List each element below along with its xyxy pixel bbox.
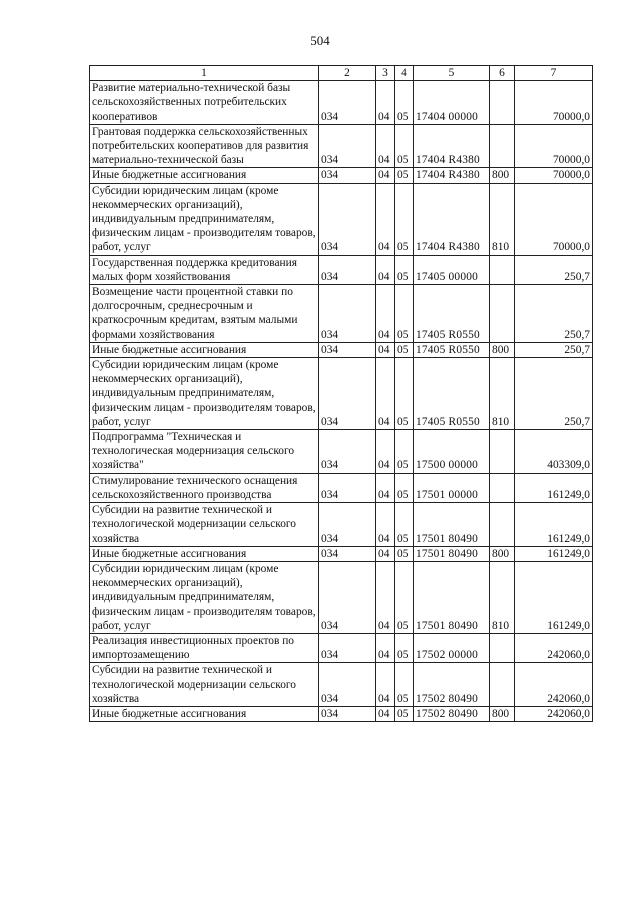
row-name-cell: Субсидии юридическим лицам (кроме некоммерческих организаций), индивидуальным предпринимателям, физическим лицам - производителям товаров, работ, услуг: [90, 183, 319, 255]
row-name-cell: Субсидии юридическим лицам (кроме некоммерческих организаций), индивидуальным предпринимателям, физическим лицам - производителям товаров, работ, услуг: [90, 358, 319, 430]
row-col2-cell: 034: [319, 168, 376, 183]
row-col2-cell: 034: [319, 706, 376, 721]
header-col-5: 5: [414, 66, 490, 81]
row-name-cell: Грантовая поддержка сельскохозяйственных потребительских кооперативов для развития материально-технической базы: [90, 124, 319, 168]
row-col2-cell: 034: [319, 546, 376, 561]
row-col5-cell: 17404 R4380: [414, 124, 490, 168]
row-col4-cell: 05: [395, 430, 414, 474]
row-col4-cell: 05: [395, 546, 414, 561]
row-col7-cell: 242060,0: [515, 663, 593, 707]
row-col6-cell: [490, 633, 515, 662]
header-col-1: 1: [90, 66, 319, 81]
row-col5-cell: 17405 R0550: [414, 342, 490, 357]
row-name-cell: Иные бюджетные ассигнования: [90, 168, 319, 183]
row-col2-cell: 034: [319, 663, 376, 707]
table-row: [90, 430, 593, 474]
row-col7-cell: 250,7: [515, 255, 593, 284]
row-col4-cell: 05: [395, 168, 414, 183]
row-col6-cell: 800: [490, 706, 515, 721]
table-row: [90, 124, 593, 168]
row-name-cell: Субсидии на развитие технической и технологической модернизации сельского хозяйства: [90, 663, 319, 707]
row-col3-cell: 04: [376, 561, 395, 633]
table-row: [90, 663, 593, 707]
row-col3-cell: 04: [376, 255, 395, 284]
row-name-cell: Субсидии юридическим лицам (кроме некоммерческих организаций), индивидуальным предпринимателям, физическим лицам - производителям товаров, работ, услуг: [90, 561, 319, 633]
row-col4-cell: 05: [395, 81, 414, 125]
table-row: [90, 546, 593, 561]
row-col4-cell: 05: [395, 285, 414, 343]
row-name-cell: Подпрограмма "Техническая и технологическая модернизация сельского хозяйства": [90, 430, 319, 474]
row-col4-cell: 05: [395, 183, 414, 255]
row-name-cell: Иные бюджетные ассигнования: [90, 342, 319, 357]
row-col3-cell: 04: [376, 546, 395, 561]
row-col3-cell: 04: [376, 342, 395, 357]
row-col7-cell: 161249,0: [515, 503, 593, 547]
row-col2-cell: 034: [319, 633, 376, 662]
table-header-row: [90, 66, 593, 81]
row-col6-cell: 810: [490, 358, 515, 430]
header-col-6: 6: [490, 66, 515, 81]
table-row: [90, 168, 593, 183]
row-col5-cell: 17405 00000: [414, 255, 490, 284]
header-col-3: 3: [376, 66, 395, 81]
row-col7-cell: 250,7: [515, 342, 593, 357]
row-col5-cell: 17405 R0550: [414, 358, 490, 430]
row-col2-cell: 034: [319, 81, 376, 125]
row-col5-cell: 17404 R4380: [414, 168, 490, 183]
row-col7-cell: 70000,0: [515, 124, 593, 168]
row-col6-cell: [490, 430, 515, 474]
row-col3-cell: 04: [376, 430, 395, 474]
row-col5-cell: 17404 R4380: [414, 183, 490, 255]
row-col7-cell: 250,7: [515, 285, 593, 343]
row-col2-cell: 034: [319, 342, 376, 357]
row-col6-cell: [490, 663, 515, 707]
row-col4-cell: 05: [395, 342, 414, 357]
row-col3-cell: 04: [376, 183, 395, 255]
row-col4-cell: 05: [395, 503, 414, 547]
row-col3-cell: 04: [376, 706, 395, 721]
row-col3-cell: 04: [376, 358, 395, 430]
row-col5-cell: 17502 00000: [414, 633, 490, 662]
row-col7-cell: 70000,0: [515, 168, 593, 183]
row-col5-cell: 17501 80490: [414, 561, 490, 633]
row-col4-cell: 05: [395, 358, 414, 430]
row-col5-cell: 17501 80490: [414, 503, 490, 547]
row-col6-cell: 800: [490, 546, 515, 561]
page-number: 504: [310, 33, 330, 48]
table-row: [90, 285, 593, 343]
row-col6-cell: [490, 255, 515, 284]
row-col2-cell: 034: [319, 561, 376, 633]
row-name-cell: Реализация инвестиционных проектов по импортозамещению: [90, 633, 319, 662]
row-col4-cell: 05: [395, 561, 414, 633]
row-col7-cell: 242060,0: [515, 706, 593, 721]
header-col-2: 2: [319, 66, 376, 81]
row-col7-cell: 403309,0: [515, 430, 593, 474]
row-col2-cell: 034: [319, 124, 376, 168]
row-col3-cell: 04: [376, 473, 395, 502]
row-name-cell: Стимулирование технического оснащения сельскохозяйственного производства: [90, 473, 319, 502]
row-col2-cell: 034: [319, 473, 376, 502]
row-name-cell: Иные бюджетные ассигнования: [90, 706, 319, 721]
table-row: [90, 706, 593, 721]
row-col7-cell: 161249,0: [515, 473, 593, 502]
row-col2-cell: 034: [319, 255, 376, 284]
budget-table: [89, 65, 593, 722]
table-row: [90, 183, 593, 255]
row-col7-cell: 70000,0: [515, 81, 593, 125]
row-col6-cell: [490, 124, 515, 168]
row-col5-cell: 17500 00000: [414, 430, 490, 474]
row-col4-cell: 05: [395, 255, 414, 284]
row-col3-cell: 04: [376, 663, 395, 707]
row-col5-cell: 17404 00000: [414, 81, 490, 125]
row-name-cell: Иные бюджетные ассигнования: [90, 546, 319, 561]
row-col6-cell: [490, 503, 515, 547]
row-col2-cell: 034: [319, 430, 376, 474]
row-col7-cell: 70000,0: [515, 183, 593, 255]
header-col-7: 7: [515, 66, 593, 81]
row-col5-cell: 17502 80490: [414, 663, 490, 707]
row-col4-cell: 05: [395, 633, 414, 662]
row-col4-cell: 05: [395, 473, 414, 502]
row-col5-cell: 17502 80490: [414, 706, 490, 721]
table-body: [90, 81, 593, 722]
table-row: [90, 503, 593, 547]
table-row: [90, 473, 593, 502]
row-col3-cell: 04: [376, 285, 395, 343]
row-col7-cell: 161249,0: [515, 561, 593, 633]
row-col4-cell: 05: [395, 663, 414, 707]
row-col7-cell: 250,7: [515, 358, 593, 430]
row-col2-cell: 034: [319, 183, 376, 255]
row-name-cell: Возмещение части процентной ставки по долгосрочным, среднесрочным и краткосрочным кредитам, взятым малыми формами хозяйствования: [90, 285, 319, 343]
header-col-4: 4: [395, 66, 414, 81]
table-row: [90, 358, 593, 430]
row-col7-cell: 242060,0: [515, 633, 593, 662]
row-col6-cell: 810: [490, 183, 515, 255]
row-col6-cell: 800: [490, 168, 515, 183]
row-col6-cell: [490, 285, 515, 343]
row-col3-cell: 04: [376, 503, 395, 547]
row-name-cell: Государственная поддержка кредитования малых форм хозяйствования: [90, 255, 319, 284]
row-col2-cell: 034: [319, 503, 376, 547]
row-col2-cell: 034: [319, 358, 376, 430]
row-name-cell: Развитие материально-технической базы сельскохозяйственных потребительских кооперативов: [90, 81, 319, 125]
row-col6-cell: 810: [490, 561, 515, 633]
row-col6-cell: [490, 81, 515, 125]
row-col5-cell: 17501 80490: [414, 546, 490, 561]
row-col3-cell: 04: [376, 124, 395, 168]
row-col4-cell: 05: [395, 706, 414, 721]
table-row: [90, 255, 593, 284]
row-col4-cell: 05: [395, 124, 414, 168]
row-col2-cell: 034: [319, 285, 376, 343]
row-col6-cell: 800: [490, 342, 515, 357]
row-col5-cell: 17405 R0550: [414, 285, 490, 343]
table-row: [90, 342, 593, 357]
table-row: [90, 633, 593, 662]
row-col3-cell: 04: [376, 168, 395, 183]
row-name-cell: Субсидии на развитие технической и технологической модернизации сельского хозяйства: [90, 503, 319, 547]
row-col7-cell: 161249,0: [515, 546, 593, 561]
row-col3-cell: 04: [376, 633, 395, 662]
table-row: [90, 561, 593, 633]
table-row: [90, 81, 593, 125]
row-col6-cell: [490, 473, 515, 502]
row-col3-cell: 04: [376, 81, 395, 125]
row-col5-cell: 17501 00000: [414, 473, 490, 502]
